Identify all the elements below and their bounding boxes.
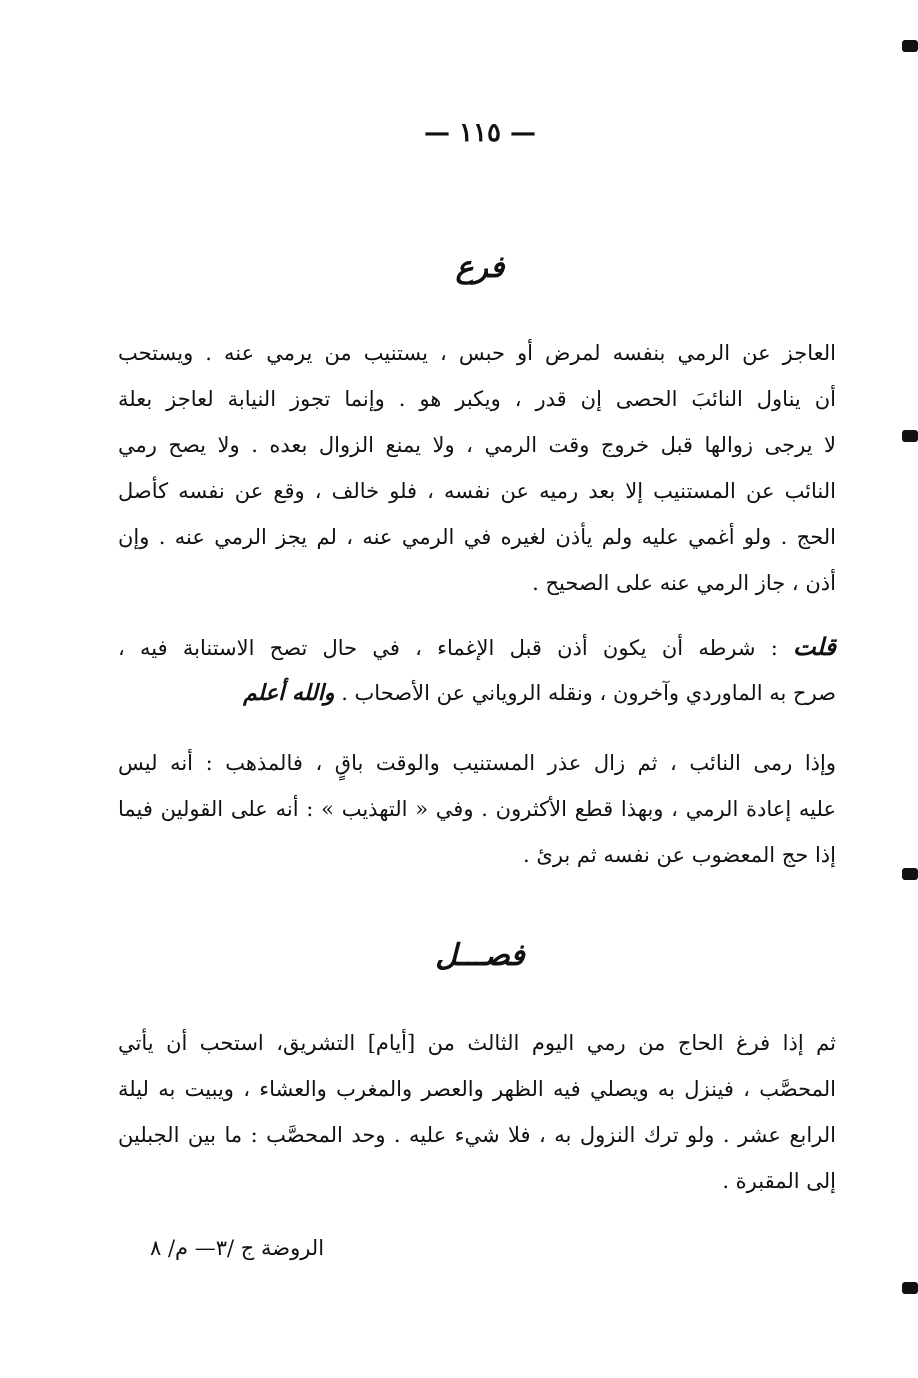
margin-ink-mark: [902, 1282, 918, 1294]
text-segment: : شرطه أن يكون أذن قبل الإغماء ، في حال تصح الاستنابة فيه ،: [118, 636, 794, 660]
closing-phrase: والله أعلم: [243, 680, 335, 706]
section-heading-fasl: فصـــل: [435, 938, 525, 973]
paragraph-4: [118, 1020, 836, 1204]
margin-ink-mark: [902, 868, 918, 880]
page-number: — ١١٥ —: [423, 118, 537, 148]
text-line: إلى المقبرة .: [722, 1169, 836, 1193]
footer-signature: الروضة ج /٣— م/ ٨: [150, 1236, 325, 1260]
margin-ink-mark: [902, 430, 918, 442]
text-line: الرابع عشر . ولو ترك النزول به ، فلا شيء عليه . وحد المحصَّب : ما بين الجبلين: [118, 1123, 836, 1147]
text-line: وإذا رمى النائب ، ثم زال عذر المستنيب والوقت باقٍ ، فالمذهب : أنه ليس: [118, 751, 836, 775]
text-line: [118, 670, 836, 716]
text-line: أذن ، جاز الرمي عنه على الصحيح .: [532, 571, 836, 595]
text-line: لا يرجى زوالها قبل خروج وقت الرمي ، ولا يمنع الزوال بعده . ولا يصح رمي: [118, 433, 836, 457]
text-line: المحصَّب ، فينزل به ويصلي فيه الظهر والعصر والمغرب والعشاء ، ويبيت به ليلة: [118, 1077, 836, 1101]
paragraph-2: [118, 624, 836, 716]
text-line: أن يناول النائبَ الحصى إن قدر ، ويكبر هو . وإنما تجوز النيابة لعاجز بعلة: [118, 387, 836, 411]
qult-lead-word: قلت: [793, 632, 836, 661]
text-line: النائب عن المستنيب إلا بعد رميه عن نفسه ، فلو خالف ، وقع عن نفسه كأصل: [118, 479, 836, 503]
text-line: عليه إعادة الرمي ، وبهذا قطع الأكثرون . وفي « التهذيب » : أنه على القولين فيما: [118, 797, 836, 821]
paragraph-1: [118, 330, 836, 606]
text-line: العاجز عن الرمي بنفسه لمرض أو حبس ، يستنيب من يرمي عنه . ويستحب: [118, 341, 836, 365]
text-line: إذا حج المعضوب عن نفسه ثم برئ .: [523, 843, 836, 867]
text-line: [118, 624, 836, 670]
text-line: ثم إذا فرغ الحاج من رمي اليوم الثالث من [أيام] التشريق، استحب أن يأتي: [118, 1031, 836, 1055]
margin-ink-mark: [902, 40, 918, 52]
section-heading-far: فرع: [455, 250, 505, 285]
paragraph-3: [118, 740, 836, 878]
text-segment: صرح به الماوردي وآخرون ، ونقله الروياني عن الأصحاب .: [341, 681, 836, 705]
text-line: الحج . ولو أغمي عليه ولم يأذن لغيره في الرمي عنه ، لم يجز الرمي عنه . وإن: [118, 525, 836, 549]
